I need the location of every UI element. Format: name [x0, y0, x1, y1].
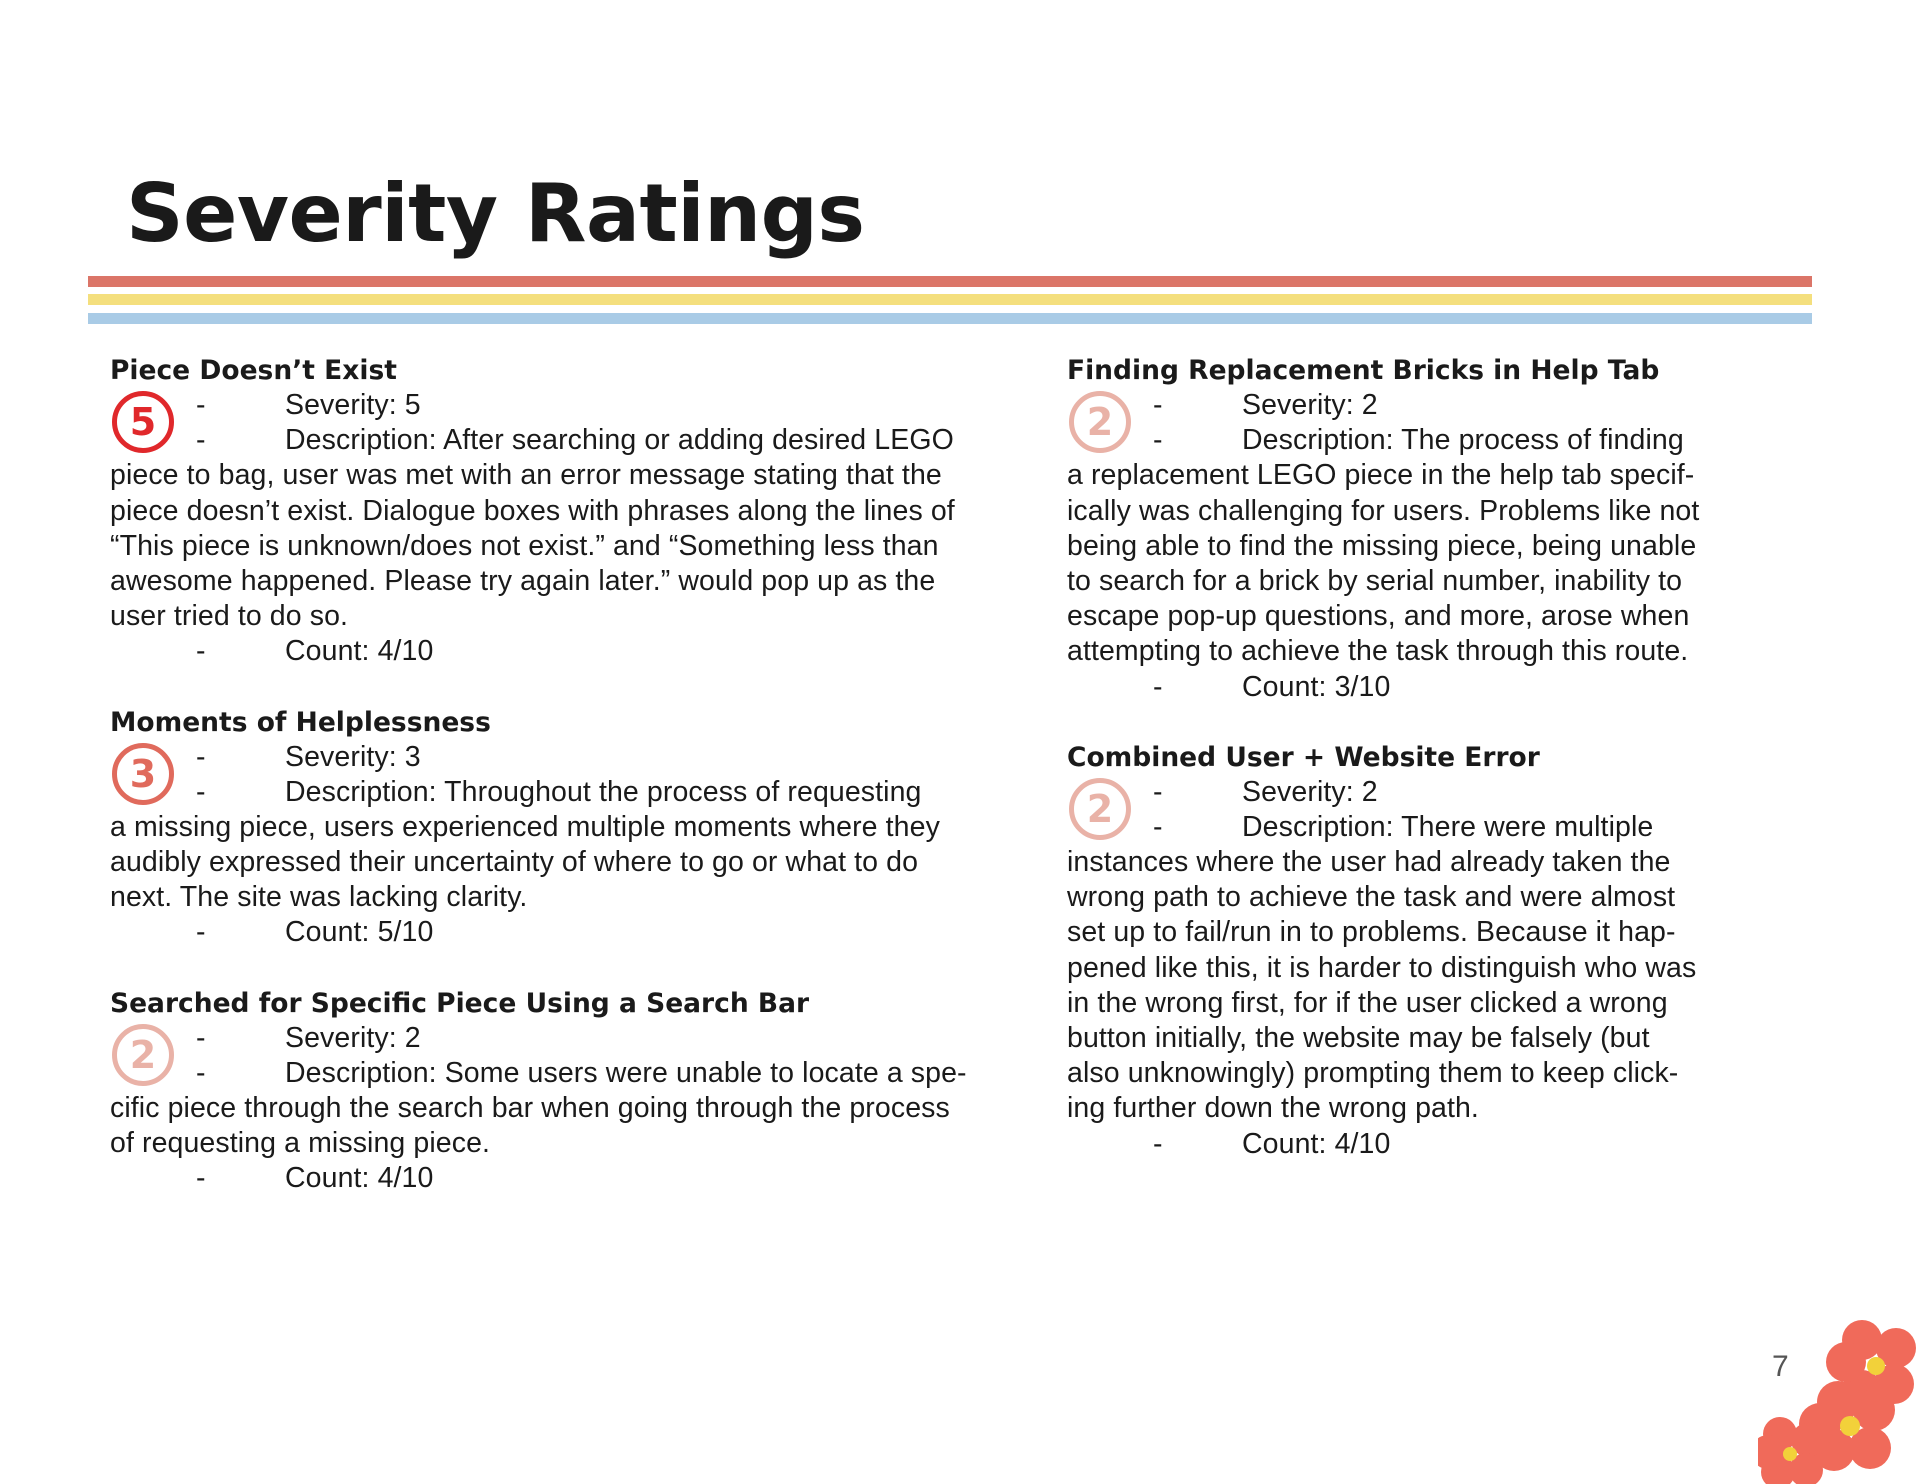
severity-text: Severity: 2 [285, 1021, 421, 1054]
issue-title: Moments of Helplessness [110, 706, 491, 738]
issue-title: Searched for Specific Piece Using a Search Bar [110, 987, 810, 1019]
description-text: Description: The process of finding [1242, 424, 1684, 457]
description-text: Description: Some users were unable to locate a spe- [285, 1056, 967, 1089]
issue-title: Piece Doesn’t Exist [110, 355, 397, 386]
description-line: being able to find the missing piece, being unable [1067, 529, 1697, 562]
description-first-line [110, 1056, 1010, 1091]
bullet-dash: - [196, 1056, 206, 1089]
description-line: button initially, the website may be falsely (but [1067, 1022, 1650, 1054]
bullet-dash: - [196, 635, 206, 668]
description-line: ically was challenging for users. Problems like not [1067, 494, 1700, 527]
bullet-dash: - [196, 1162, 206, 1195]
description-line: instances where the user had already taken the [1067, 846, 1671, 879]
bullet-dash: - [1153, 810, 1163, 843]
severity-badge: 2 [1069, 778, 1131, 840]
severity-badge: 5 [112, 391, 174, 453]
bullet-dash: - [196, 916, 206, 949]
description-line: of requesting a missing piece. [110, 1127, 491, 1160]
description-line: awesome happened. Please try again later.” would pop up as the [110, 564, 936, 597]
description-line: attempting to achieve the task through this route. [1067, 635, 1689, 668]
description-line: piece to bag, user was met with an error message stating that the [110, 459, 942, 492]
severity-line [110, 740, 1010, 775]
right-column [1067, 353, 1920, 1197]
description-line: pened like this, it is harder to distinguish who was [1067, 951, 1697, 984]
description-line: set up to fail/run in to problems. Because it hap- [1067, 916, 1676, 949]
description-first-line [1067, 423, 1920, 458]
bullet-dash: - [1153, 389, 1163, 421]
yellow-stripe [88, 294, 1812, 305]
severity-line [1067, 388, 1920, 423]
description-line: “This piece is unknown/does not exist.” and “Something less than [110, 529, 939, 562]
count-line [1067, 670, 1920, 705]
issue-block [110, 705, 1010, 951]
description-first-line [1067, 810, 1920, 845]
issue-title: Finding Replacement Bricks in Help Tab [1067, 355, 1660, 386]
count-line [110, 915, 1010, 950]
description-first-line [110, 423, 1010, 458]
description-first-line [110, 775, 1010, 810]
description-line: ing further down the wrong path. [1067, 1092, 1479, 1125]
bullet-dash: - [1153, 775, 1163, 808]
severity-line [1067, 775, 1920, 810]
bullet-dash: - [196, 1021, 206, 1054]
count-text: Count: 5/10 [285, 916, 434, 949]
severity-text: Severity: 2 [1242, 389, 1378, 421]
description-line: to search for a brick by serial number, inability to [1067, 564, 1683, 597]
count-text: Count: 4/10 [285, 635, 434, 668]
issue-title: Combined User + Website Error [1067, 741, 1540, 773]
bullet-dash: - [1153, 1127, 1163, 1160]
description-line: in the wrong first, for if the user clicked a wrong [1067, 986, 1668, 1019]
flower-cluster-icon [1758, 1310, 1920, 1484]
description-line: a replacement LEGO piece in the help tab specif- [1067, 459, 1695, 492]
issue-block [110, 986, 1010, 1197]
description-line: cific piece through the search bar when going through the process [110, 1092, 950, 1124]
severity-badge: 2 [1069, 391, 1131, 453]
description-line: wrong path to achieve the task and were almost [1067, 881, 1676, 914]
bullet-dash: - [1153, 670, 1163, 703]
description-line: user tried to do so. [110, 600, 349, 633]
description-text: Description: There were multiple [1242, 810, 1654, 843]
count-text: Count: 3/10 [1242, 670, 1391, 703]
severity-text: Severity: 2 [1242, 775, 1378, 808]
left-column [110, 353, 1010, 1232]
count-text: Count: 4/10 [285, 1162, 434, 1195]
bullet-dash: - [196, 389, 206, 421]
bullet-dash: - [196, 740, 206, 773]
bullet-dash: - [1153, 424, 1163, 457]
count-line [110, 1161, 1010, 1196]
flower-icon [1758, 1417, 1825, 1484]
severity-badge: 2 [112, 1024, 174, 1086]
description-text: Description: After searching or adding desired LEGO [285, 424, 954, 457]
description-line: audibly expressed their uncertainty of where to go or what to do [110, 846, 919, 879]
issue-block [110, 353, 1010, 670]
page-title: Severity Ratings [126, 167, 865, 260]
description-text: Description: Throughout the process of requesting [285, 775, 922, 808]
count-text: Count: 4/10 [1242, 1127, 1391, 1160]
blue-stripe [88, 313, 1812, 324]
count-line [1067, 1127, 1920, 1162]
severity-text: Severity: 3 [285, 740, 421, 773]
severity-text: Severity: 5 [285, 389, 421, 421]
description-line: escape pop-up questions, and more, arose when [1067, 600, 1690, 633]
description-line: also unknowingly) prompting them to keep click- [1067, 1057, 1679, 1090]
severity-line [110, 1021, 1010, 1056]
red-stripe [88, 276, 1812, 287]
description-line: piece doesn’t exist. Dialogue boxes with phrases along the lines of [110, 494, 955, 527]
severity-line [110, 388, 1010, 423]
issue-block [1067, 353, 1920, 705]
severity-badge: 3 [112, 743, 174, 805]
description-line: a missing piece, users experienced multiple moments where they [110, 810, 940, 843]
bullet-dash: - [196, 424, 206, 457]
bullet-dash: - [196, 775, 206, 808]
description-line: next. The site was lacking clarity. [110, 881, 528, 914]
issue-block [1067, 740, 1920, 1162]
count-line [110, 634, 1010, 669]
page-number: 7 [1772, 1350, 1789, 1383]
